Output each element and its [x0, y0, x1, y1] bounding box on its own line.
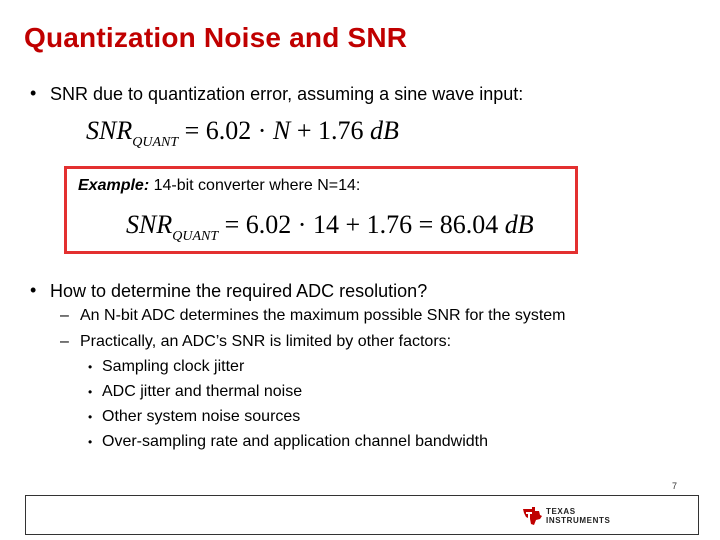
bullet-dot: •: [88, 360, 93, 374]
example-text: 14-bit converter where N=14:: [149, 177, 361, 194]
sub-item-text: An N-bit ADC determines the maximum possible SNR for the system: [80, 307, 566, 324]
example-formula: [126, 210, 534, 245]
dash-glyph: –: [60, 307, 69, 324]
ti-logo-text: [546, 507, 610, 525]
bullet-dot: •: [30, 83, 37, 103]
bullet-dot: •: [30, 280, 37, 300]
logo-line1: TEXAS: [546, 507, 576, 516]
bullet-dot: •: [88, 385, 93, 399]
factor-text: Other system noise sources: [102, 408, 301, 425]
bullet-dot: •: [88, 435, 93, 449]
example-label: Example:: [78, 177, 150, 194]
formula-unit: dB: [369, 116, 399, 145]
formula-lhs: SNR: [86, 116, 133, 145]
slide-title: Quantization Noise and SNR: [24, 22, 408, 53]
sub-item-text: Practically, an ADC’s SNR is limited by other factors:: [80, 333, 452, 350]
formula-var: N: [272, 116, 291, 145]
dash-glyph: –: [60, 333, 69, 350]
page-number: 7: [672, 481, 678, 491]
example-formula-rhs: = 6.02 · 14 + 1.76 = 86.04: [224, 210, 505, 239]
snr-formula: [86, 116, 399, 151]
bullet-text: How to determine the required ADC resolution?: [50, 281, 428, 301]
factor-text: Over-sampling rate and application channel bandwidth: [102, 433, 489, 450]
bullet-dot: •: [88, 410, 93, 424]
formula-lhs-sub: QUANT: [132, 135, 179, 150]
example-formula-unit: dB: [504, 210, 534, 239]
example-caption: [78, 177, 360, 195]
factor-text: Sampling clock jitter: [102, 358, 245, 375]
bullet-text: SNR due to quantization error, assuming a sine wave input:: [50, 84, 524, 104]
logo-line2: INSTRUMENTS: [546, 516, 611, 525]
factor-text: ADC jitter and thermal noise: [102, 383, 303, 400]
example-formula-lhs-sub: QUANT: [172, 229, 219, 244]
formula-rhs-a: = 6.02 ·: [184, 116, 273, 145]
ti-logo-icon: [520, 505, 544, 527]
example-formula-lhs: SNR: [126, 210, 173, 239]
formula-rhs-b: + 1.76: [290, 116, 370, 145]
